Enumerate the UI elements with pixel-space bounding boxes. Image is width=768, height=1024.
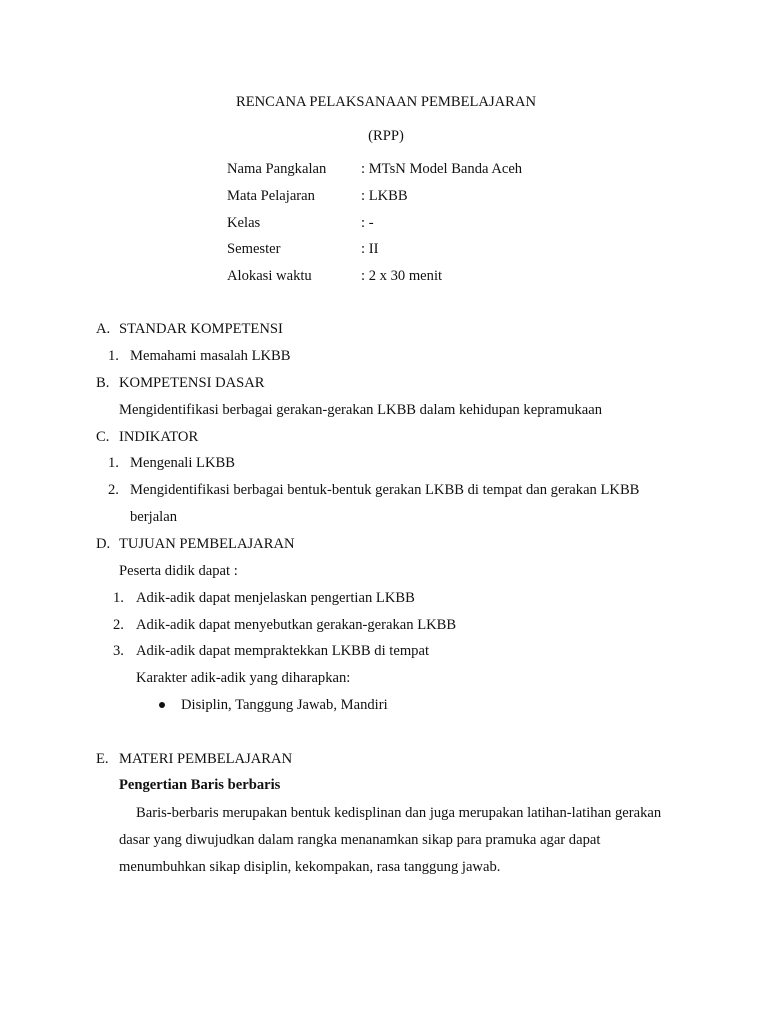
paragraph-line: dasar yang diwujudkan dalam rangka menanamkan sikap para pramuka agar dapat <box>119 832 601 848</box>
character-intro: Karakter adik-adik yang diharapkan: <box>136 670 351 686</box>
section-letter: E. <box>96 751 109 767</box>
document-subtitle: (RPP) <box>368 128 404 144</box>
section-heading: INDIKATOR <box>119 429 199 445</box>
identity-value: : II <box>361 241 379 257</box>
document-title: RENCANA PELAKSANAAN PEMBELAJARAN <box>235 94 536 110</box>
section-subheading: Pengertian Baris berbaris <box>119 777 281 793</box>
identity-label: Semester <box>227 241 281 257</box>
identity-value: : LKBB <box>361 188 408 204</box>
identity-label: Kelas <box>227 215 261 231</box>
list-item: Adik-adik dapat mempraktekkan LKBB di tempat <box>136 643 430 659</box>
paragraph-line: menumbuhkan sikap disiplin, kekompakan, rasa tanggung jawab. <box>119 859 501 875</box>
section-heading: TUJUAN PEMBELAJARAN <box>119 536 295 552</box>
identity-label: Nama Pangkalan <box>227 161 327 177</box>
list-number: 2. <box>113 617 124 633</box>
list-item-continuation: berjalan <box>130 509 177 525</box>
identity-value: : MTsN Model Banda Aceh <box>361 161 523 177</box>
list-number: 3. <box>113 643 124 659</box>
section-heading: STANDAR KOMPETENSI <box>119 321 283 337</box>
list-item: Mengenali LKBB <box>130 455 235 471</box>
section-intro: Peserta didik dapat : <box>119 563 238 579</box>
bullet-dot <box>159 702 165 708</box>
section-text: Mengidentifikasi berbagai gerakan-gerakan LKBB dalam kehidupan kepramukaan <box>119 402 603 418</box>
section-letter: B. <box>96 375 110 391</box>
bullet-item: Disiplin, Tanggung Jawab, Mandiri <box>181 697 388 713</box>
list-number: 1. <box>108 455 119 471</box>
section-letter: C. <box>96 429 110 445</box>
list-number: 2. <box>108 482 119 498</box>
list-item: Adik-adik dapat menyebutkan gerakan-gerakan LKBB <box>136 617 457 633</box>
list-item: Memahami masalah LKBB <box>130 348 291 364</box>
section-heading: KOMPETENSI DASAR <box>119 375 265 391</box>
identity-label: Mata Pelajaran <box>227 188 315 204</box>
section-letter: A. <box>96 321 111 337</box>
identity-value: : - <box>361 215 374 231</box>
section-letter: D. <box>96 536 111 552</box>
identity-value: : 2 x 30 menit <box>361 268 443 284</box>
paragraph-line: Baris-berbaris merupakan bentuk kedisplinan dan juga merupakan latihan-latihan gerakan <box>136 805 662 821</box>
section-heading: MATERI PEMBELAJARAN <box>119 751 293 767</box>
list-item: Adik-adik dapat menjelaskan pengertian LKBB <box>136 590 415 606</box>
list-number: 1. <box>113 590 124 606</box>
identity-label: Alokasi waktu <box>227 268 312 284</box>
list-item: Mengidentifikasi berbagai bentuk-bentuk gerakan LKBB di tempat dan gerakan LKBB <box>130 482 640 498</box>
list-number: 1. <box>108 348 119 364</box>
